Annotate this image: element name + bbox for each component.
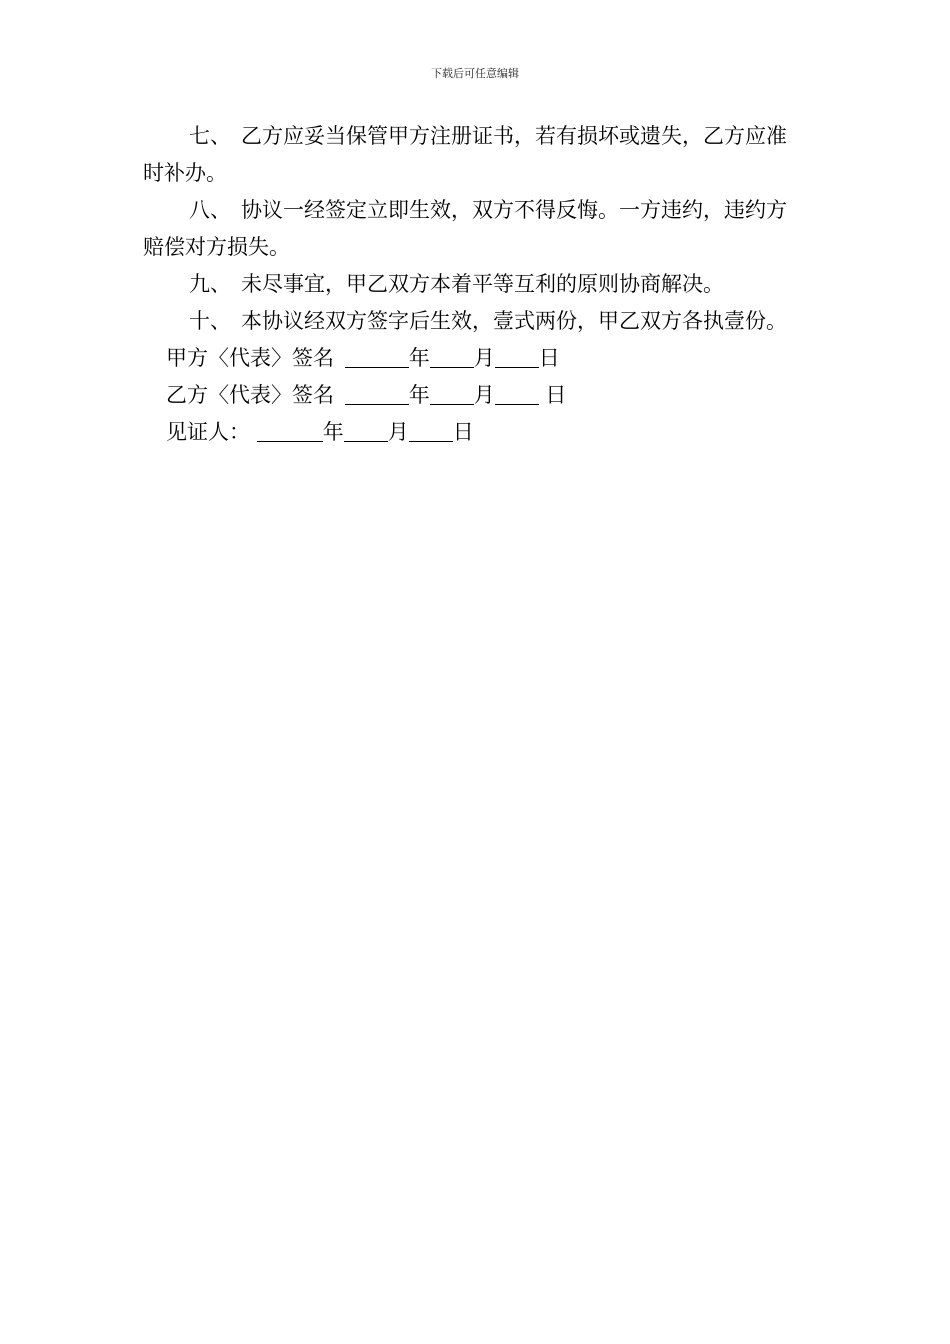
day-label: 日 bbox=[452, 420, 474, 444]
party-b-label: 乙方〈代表〉签名 bbox=[166, 383, 334, 407]
day-label: 日 bbox=[545, 383, 567, 407]
signature-blank[interactable] bbox=[345, 380, 409, 405]
clause-7 bbox=[143, 118, 807, 192]
clause-text: 本协议经双方签字后生效，壹式两份，甲乙双方各执壹份。 bbox=[241, 309, 787, 333]
page-header: 下载后可任意编辑 bbox=[431, 67, 519, 80]
month-label: 月 bbox=[473, 346, 495, 370]
clause-9 bbox=[143, 266, 807, 303]
day-label: 日 bbox=[538, 346, 560, 370]
party-a-label: 甲方〈代表〉签名 bbox=[166, 346, 334, 370]
year-label: 年 bbox=[408, 346, 430, 370]
party-a-signature-line bbox=[143, 340, 807, 377]
month-blank[interactable] bbox=[495, 380, 539, 405]
witness-signature-line bbox=[143, 414, 807, 451]
month-blank[interactable] bbox=[409, 417, 453, 442]
clause-text: 未尽事宜，甲乙双方本着平等互利的原则协商解决。 bbox=[241, 272, 724, 296]
clause-text: 协议一经签定立即生效，双方不得反悔。一方违约，违约方赔偿对方损失。 bbox=[143, 198, 787, 259]
month-label: 月 bbox=[387, 420, 409, 444]
clause-number: 七、 bbox=[189, 124, 231, 148]
year-blank[interactable] bbox=[344, 417, 388, 442]
clause-number: 九、 bbox=[189, 272, 231, 296]
clause-number: 十、 bbox=[189, 309, 231, 333]
signature-blank[interactable] bbox=[345, 343, 409, 368]
year-blank[interactable] bbox=[430, 380, 474, 405]
party-b-signature-line bbox=[143, 377, 807, 414]
year-label: 年 bbox=[408, 383, 430, 407]
signature-blank[interactable] bbox=[257, 417, 323, 442]
month-blank[interactable] bbox=[495, 343, 539, 368]
clause-number: 八、 bbox=[189, 198, 231, 222]
clause-text: 乙方应妥当保管甲方注册证书，若有损坏或遗失，乙方应准时补办。 bbox=[143, 124, 787, 185]
clause-10 bbox=[143, 303, 807, 340]
witness-label: 见证人： bbox=[166, 420, 250, 444]
clause-8 bbox=[143, 192, 807, 266]
document-body bbox=[143, 118, 807, 451]
year-label: 年 bbox=[322, 420, 344, 444]
year-blank[interactable] bbox=[430, 343, 474, 368]
month-label: 月 bbox=[473, 383, 495, 407]
